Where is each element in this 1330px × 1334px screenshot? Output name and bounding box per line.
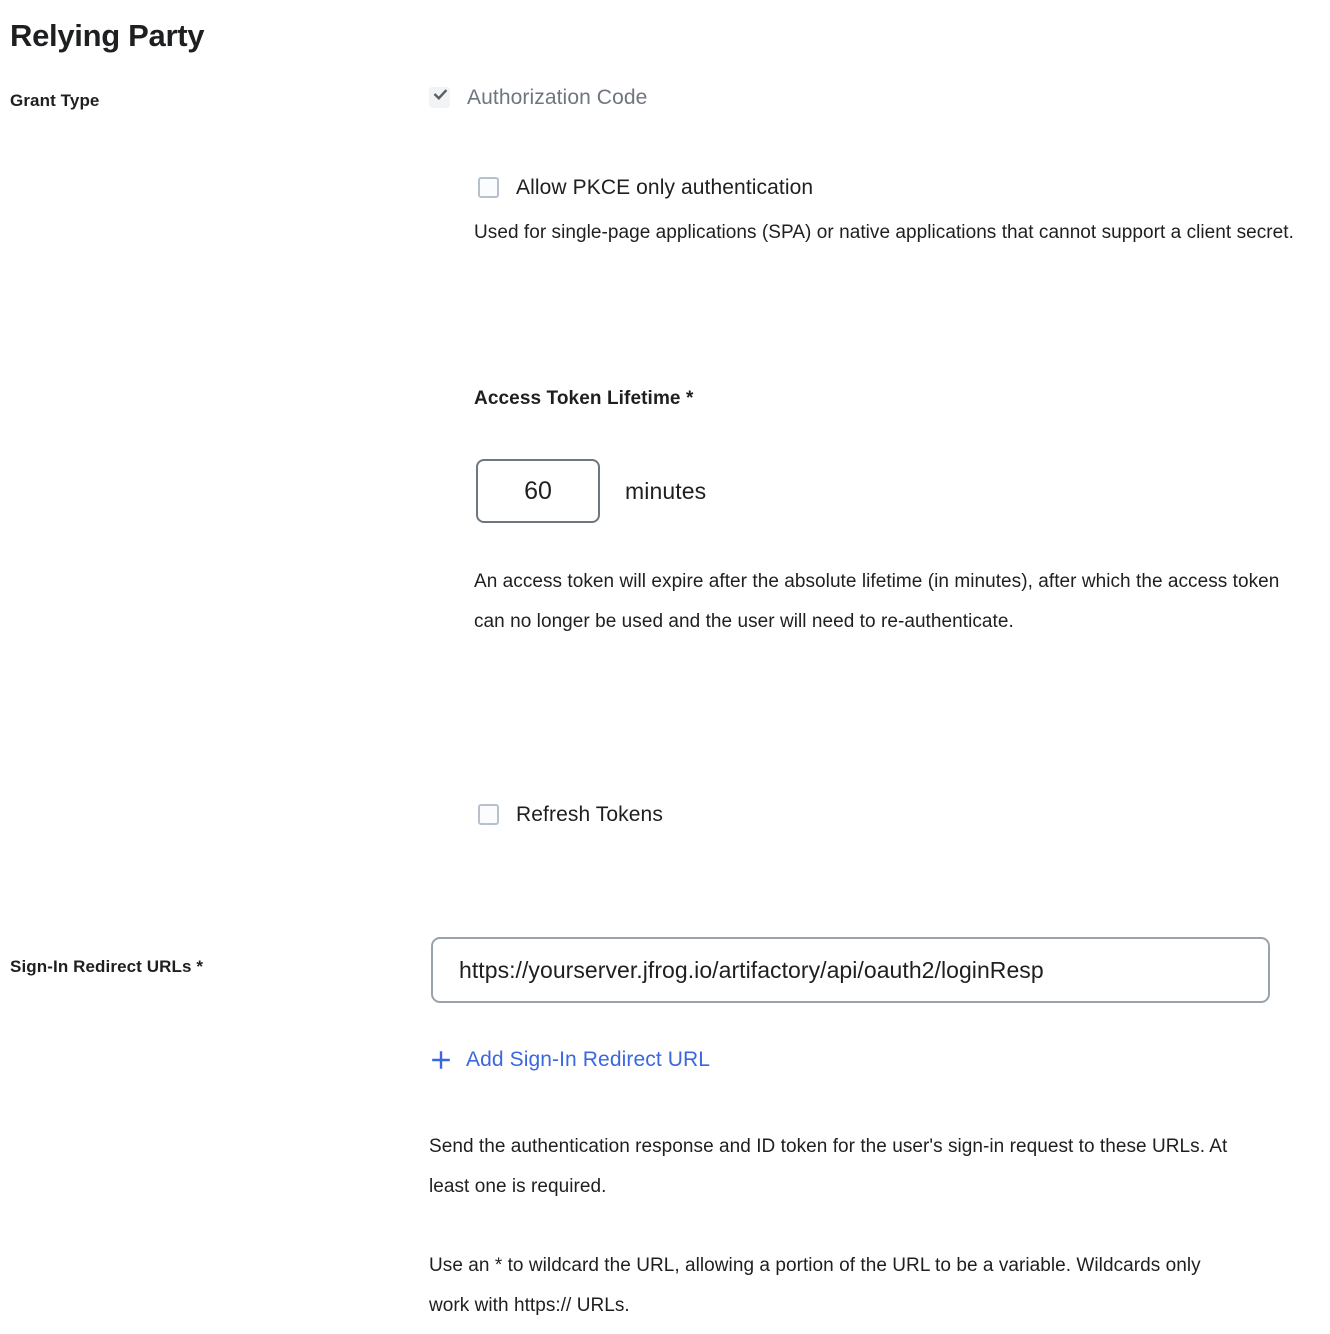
checkbox-row-allow-pkce-only[interactable] (478, 174, 813, 202)
access-token-lifetime-description: An access token will expire after the absolute lifetime (in minutes), after which the access token can no longer be used and the user will need to re-authenticate. (474, 571, 1280, 632)
access-token-lifetime-unit: minutes (625, 478, 707, 504)
check-icon (433, 87, 448, 102)
sign-in-redirect-url-input[interactable]: https://yourserver.jfrog.io/artifactory/api/oauth2/loginResp (431, 937, 1270, 1003)
page-title: Relying Party (10, 18, 205, 53)
checkbox-row-refresh-tokens[interactable] (478, 801, 663, 829)
plus-icon (430, 1049, 452, 1071)
access-token-lifetime-label: Access Token Lifetime * (474, 388, 694, 409)
grant-type-label: Grant Type (10, 91, 100, 110)
sign-in-redirect-description-2: Use an * to wildcard the URL, allowing a portion of the URL to be a variable. Wildcards only work with https:// URLs. (429, 1255, 1201, 1316)
allow-pkce-only-description: Used for single-page applications (SPA) or native applications that cannot support a client secret. (474, 222, 1294, 243)
access-token-lifetime-row (476, 459, 706, 523)
sign-in-redirect-urls-label: Sign-In Redirect URLs * (10, 957, 204, 976)
add-sign-in-redirect-url-label[interactable]: Add Sign-In Redirect URL (466, 1048, 711, 1071)
authorization-code-checkbox (429, 87, 450, 108)
allow-pkce-only-label[interactable]: Allow PKCE only authentication (516, 176, 814, 199)
add-sign-in-redirect-url-button[interactable] (430, 1046, 710, 1074)
sign-in-redirect-description-1: Send the authentication response and ID token for the user's sign-in request to these URLs. At least one is required. (429, 1136, 1228, 1197)
refresh-tokens-checkbox[interactable] (478, 804, 499, 825)
access-token-lifetime-input[interactable]: 60 (476, 459, 600, 523)
refresh-tokens-label[interactable]: Refresh Tokens (516, 803, 663, 826)
authorization-code-label: Authorization Code (467, 86, 648, 109)
checkbox-row-authorization-code (429, 84, 647, 112)
allow-pkce-only-checkbox[interactable] (478, 177, 499, 198)
